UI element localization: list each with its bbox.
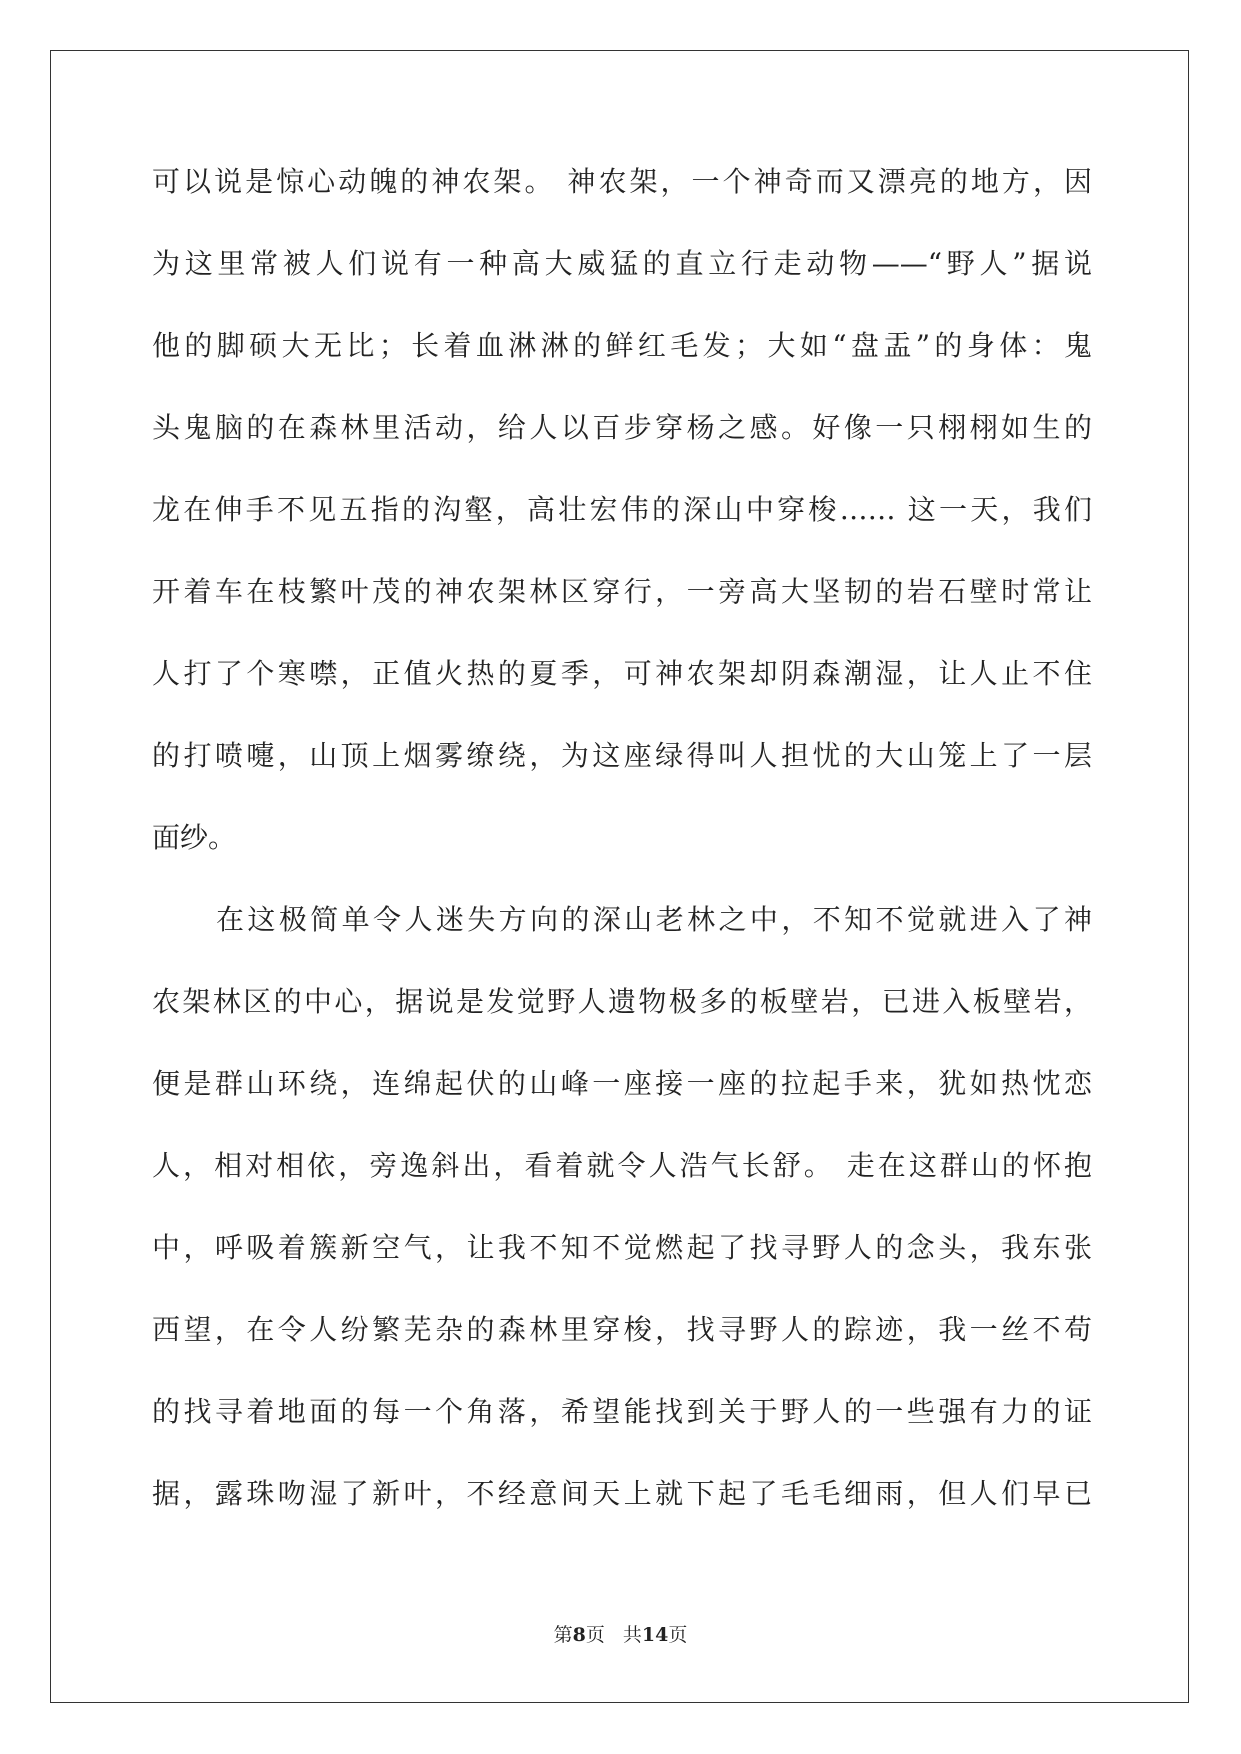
text-line: 开着车在枝繁叶茂的神农架林区穿行，一旁高大坚韧的岩石壁时常让	[152, 575, 1092, 608]
text-line: 在这极简单令人迷失方向的深山老林之中，不知不觉就进入了神	[216, 903, 1092, 936]
text-line: 中，呼吸着簇新空气，让我不知不觉燃起了找寻野人的念头，我东张	[152, 1231, 1092, 1264]
page-footer	[0, 1620, 1241, 1647]
text-line: 他的脚硕大无比；长着血淋淋的鲜红毛发；大如“盘盂”的身体：鬼	[152, 329, 1092, 362]
total-pages: 14	[641, 1624, 669, 1646]
total-prefix: 共	[622, 1624, 642, 1646]
text-line: 为这里常被人们说有一种高大威猛的直立行走动物——“野人”据说	[152, 247, 1092, 280]
text-line: 据，露珠吻湿了新叶，不经意间天上就下起了毛毛细雨，但人们早已	[152, 1477, 1092, 1510]
text-line: 的找寻着地面的每一个角落，希望能找到关于野人的一些强有力的证	[152, 1395, 1092, 1428]
text-line: 便是群山环绕，连绵起伏的山峰一座接一座的拉起手来，犹如热忱恋	[152, 1067, 1092, 1100]
paragraph-1	[152, 162, 1092, 900]
text-line: 农架林区的中心，据说是发觉野人遗物极多的板壁岩，已进入板壁岩，	[152, 985, 1092, 1018]
total-suffix: 页	[668, 1624, 688, 1646]
paragraph-2	[152, 900, 1092, 1556]
page-prefix: 第	[553, 1624, 573, 1646]
text-line: 龙在伸手不见五指的沟壑，高壮宏伟的深山中穿梭…… 这一天，我们	[152, 493, 1092, 526]
page-number: 8	[572, 1624, 586, 1646]
page-suffix: 页	[585, 1624, 605, 1646]
text-line: 可以说是惊心动魄的神农架。 神农架，一个神奇而又漂亮的地方，因	[152, 165, 1092, 198]
text-line: 人打了个寒噤，正值火热的夏季，可神农架却阴森潮湿，让人止不住	[152, 657, 1092, 690]
text-line: 的打喷嚏，山顶上烟雾缭绕，为这座绿得叫人担忧的大山笼上了一层	[152, 739, 1092, 772]
text-line: 西望，在令人纷繁芜杂的森林里穿梭，找寻野人的踪迹，我一丝不苟	[152, 1313, 1092, 1346]
text-line: 人，相对相依，旁逸斜出，看着就令人浩气长舒。 走在这群山的怀抱	[152, 1149, 1092, 1182]
document-body	[152, 162, 1092, 1556]
text-line: 头鬼脑的在森林里活动，给人以百步穿杨之感。好像一只栩栩如生的	[152, 411, 1092, 444]
text-line: 面纱。	[152, 821, 237, 854]
